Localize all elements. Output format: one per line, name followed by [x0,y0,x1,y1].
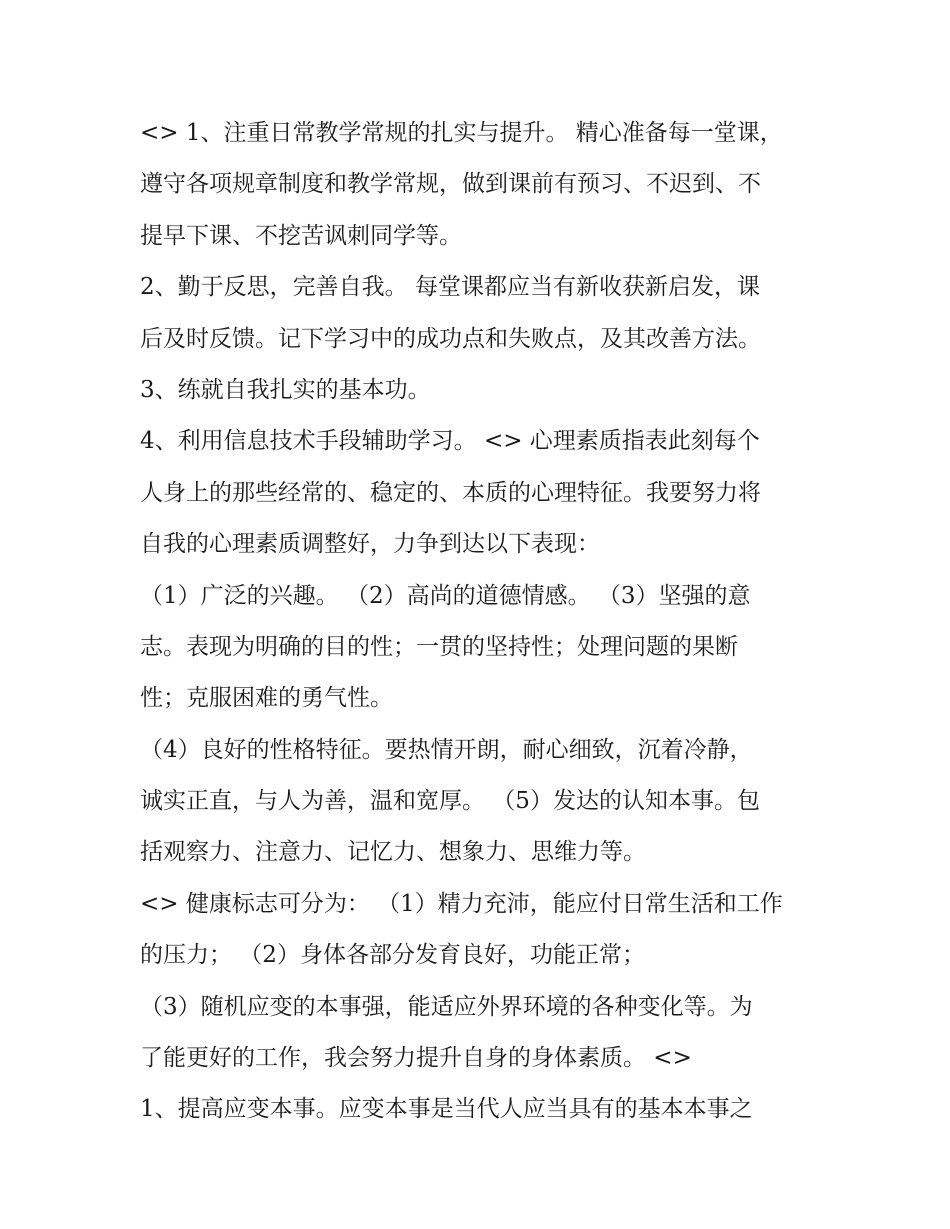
text-line: <> 健康标志可分为： （1）精力充沛，能应付日常生活和工作 [140,890,783,917]
text-line: 人身上的那些经常的、稳定的、本质的心理特征。我要努力将 [140,479,761,506]
text-line: 自我的心理素质调整好，力争到达以下表现： [140,531,600,558]
text-line: 性；克服困难的勇气性。 [140,685,393,712]
text-line: 括观察力、注意力、记忆力、想象力、思维力等。 [140,839,646,866]
text-line: 的压力； （2）身体各部分发育良好，功能正常； [140,942,645,969]
text-line: 志。表现为明确的目的性；一贯的坚持性；处理问题的果断 [140,633,738,660]
text-line: （4）良好的性格特征。要热情开朗，耐心细致，沉着冷静， [140,736,753,763]
text-line: 诚实正直，与人为善，温和宽厚。 （5）发达的认知本事。包 [140,788,760,815]
text-line: 了能更好的工作，我会努力提升自身的身体素质。 <> [140,1045,692,1072]
text-line: <> 1、注重日常教学常规的扎实与提升。 精心准备每一堂课， [140,120,783,146]
document-body [140,108,820,1136]
text-line: 后及时反馈。记下学习中的成功点和失败点，及其改善方法。 [140,325,761,352]
text-line: （1）广泛的兴趣。 （2）高尚的道德情感。 （3）坚强的意 [140,582,751,609]
text-line: 遵守各项规章制度和教学常规，做到课前有预习、不迟到、不 [140,171,761,198]
text-line: 2、勤于反思，完善自我。 每堂课都应当有新收获新启发，课 [140,274,760,301]
text-line: 4、利用信息技术手段辅助学习。 <> 心理素质指表此刻每个 [140,428,760,455]
text-line: 提早下课、不挖苦讽刺同学等。 [140,222,462,249]
text-line: （3）随机应变的本事强，能适应外界环境的各种变化等。为 [140,993,753,1020]
text-line: 1、提高应变本事。应变本事是当代人应当具有的基本本事之 [140,1096,753,1123]
text-line: 3、练就自我扎实的基本功。 [140,376,431,403]
